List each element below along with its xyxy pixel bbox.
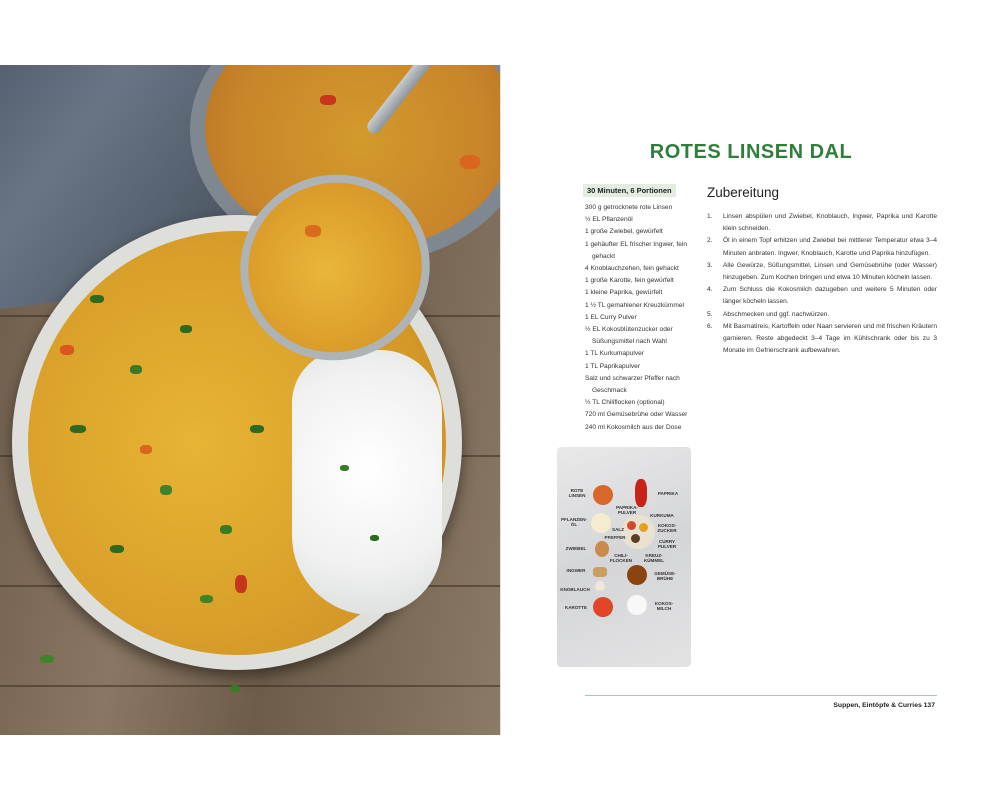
ingredient-item: gehackt [592,252,616,260]
collage-label-pflanzen-oel: PFLANZEN-ÖL [560,517,588,528]
ingredient-list [585,202,705,434]
recipe-title: ROTES LINSEN DAL [649,141,853,163]
step-item [707,321,937,358]
step-text: Abschmecken und ggf. nachwürzen. [723,310,830,318]
page-footer [833,702,935,709]
step-number: 3. [707,261,713,269]
ingredient-item: ½ TL Chiliflocken (optional) [585,399,665,407]
step-item [707,211,937,235]
step-number: 6. [707,322,713,330]
ingredient-item: Geschmack [592,387,627,395]
ingredient-item: ½ EL Kokosblütenzucker oder [585,326,673,334]
footer-rule [585,695,937,696]
step-number: 1. [707,213,713,220]
collage-label-rote-linsen: ROTE LINSEN [568,488,586,499]
ingredient-item: ½ EL Pflanzenöl [585,216,633,224]
collage-label-paprika-pulver: PAPRIKA-PULVER [616,505,638,516]
collage-label-knoblauch: KNOBLAUCH [560,587,590,592]
step-item [707,284,937,308]
step-number: 5. [707,310,713,318]
collage-label-kokoszucker: KOKOS-ZUCKER [657,523,677,534]
ingredient-item: 1 kleine Paprika, gewürfelt [585,289,663,297]
collage-label-gemuesebruehe: GEMÜSE-BRÜHE [654,571,676,582]
collage-label-kokosmilch: KOKOS-MILCH [654,601,674,612]
step-item [707,235,937,259]
collage-label-zwiebel: ZWIEBEL [565,546,587,551]
section-name: Suppen, Eintöpfe & Curries [833,702,922,709]
preparation-steps [707,211,937,357]
ingredient-item: 1 TL Paprikapulver [585,362,640,370]
ingredient-item: 720 ml Gemüsebrühe oder Wasser [585,411,688,419]
ingredient-item: 4 Knoblauchzehen, fein gehackt [585,265,679,273]
collage-label-chiliflocken: CHILI-FLOCKEN [609,553,633,564]
collage-label-kreuzkuemmel: KREUZ-KÜMMEL [643,553,665,564]
ingredient-item: 240 ml Kokosmilch aus der Dose [585,423,682,431]
step-text: Mit Basmatireis, Kartoffeln oder Naan servieren und mit frischen Kräutern garnieren. Reste abgedeckt 3–4 Tage im Kühlschrank oder bis zu 3 Monate im Gefrierschrank aufbewahren. [723,322,937,355]
step-text: Öl in einem Topf erhitzen und Zwiebel bei mittlerer Temperatur etwa 3–4 Minuten anbraten. Ingwer, Knoblauch, Karotte und Paprika hinzufügen. [723,237,937,257]
collage-label-paprika: PAPRIKA [657,491,679,496]
step-text: Linsen abspülen und Zwiebel, Knoblauch, Ingwer, Paprika und Karotte klein schneiden. [723,213,937,233]
preparation-heading: Zubereitung [707,185,780,200]
collage-label-curry-pulver: CURRY PULVER [657,539,677,550]
ingredient-item: Salz und schwarzer Pfeffer nach [585,374,680,382]
collage-label-ingwer: INGWER [566,568,586,573]
ingredient-item: 1 ½ TL gemahlener Kreuzkümmel [585,301,684,309]
collage-label-kurkuma: KURKUMA [650,513,674,518]
page-number: 137 [923,702,935,709]
step-number: 2. [707,237,713,245]
ingredient-item: 1 EL Curry Pulver [585,313,637,321]
ingredient-item: 1 TL Kurkumapulver [585,350,645,358]
book-spread [0,65,1000,735]
step-number: 4. [707,286,713,294]
ingredient-item: 1 große Karotte, fein gewürfelt [585,277,674,285]
collage-label-salz: SALZ [612,527,624,532]
basmati-rice [292,350,442,615]
dal-food-photo [0,65,500,735]
time-servings-tag: 30 Minuten, 6 Portionen [583,184,676,197]
step-text: Alle Gewürze, Süßungsmittel, Linsen und Gemüsebrühe (oder Wasser) hinzugeben. Zum Kochen bringen und etwa 10 Minuten köcheln lassen. [723,261,937,282]
collage-label-karotte: KAROTTE [564,605,588,610]
ingredient-item: 1 große Zwiebel, gewürfelt [585,228,663,236]
step-item [707,260,937,284]
ingredient-item: 300 g getrocknete rote Linsen [585,204,673,211]
recipe-page [500,65,1000,735]
ingredient-item: Süßungsmittel nach Wahl [592,338,667,346]
step-text: Zum Schluss die Kokosmilch dazugeben und weitere 5 Minuten oder länger köcheln lassen. [723,286,937,306]
collage-label-pfeffer: PFEFFER [604,535,626,540]
step-item [707,309,937,321]
ingredient-item: 1 gehäufter EL frischer Ingwer, fein [585,240,688,248]
ingredient-collage-photo [557,447,691,667]
